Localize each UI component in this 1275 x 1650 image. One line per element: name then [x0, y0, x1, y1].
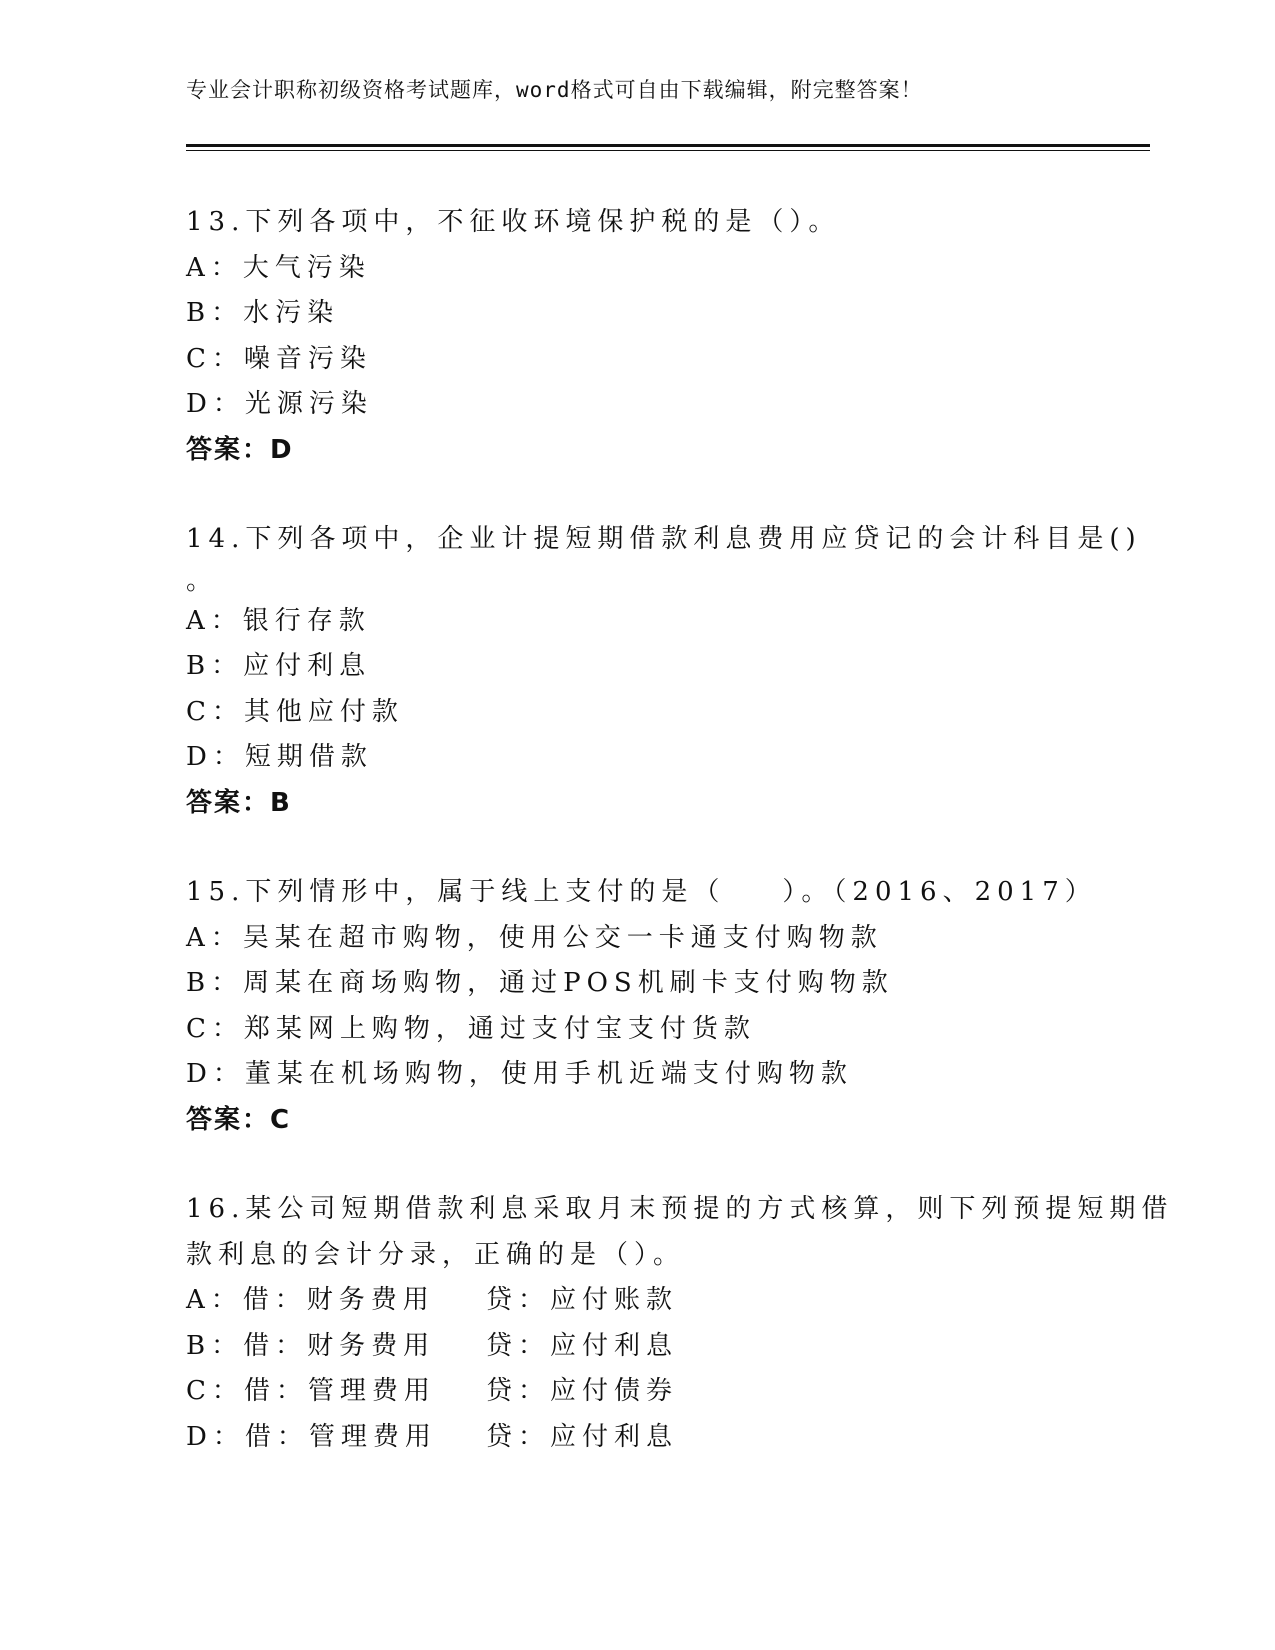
option-a: [186, 1278, 1086, 1324]
option-c: [186, 1369, 1086, 1415]
answer: 答案：B: [186, 787, 292, 818]
question-stem-continued: 。: [186, 565, 219, 596]
option-b: B：水污染: [186, 298, 340, 328]
option-c: C：郑某网上购物，通过支付宝支付货款: [186, 1013, 756, 1044]
credit-entry: 贷：应付账款: [486, 1285, 679, 1315]
answer: 答案：C: [186, 1104, 292, 1135]
question-15: [186, 870, 1097, 1143]
option-b: B：周某在商场购物，通过POS机刷卡支付购物款: [186, 968, 894, 998]
debit-entry: C：借：管理费用: [186, 1376, 436, 1406]
option-d: D：短期借款: [186, 742, 373, 772]
question-stem: 14.下列各项中，企业计提短期借款利息费用应贷记的会计科目是(): [186, 524, 1142, 554]
question-stem: 13.下列各项中，不征收环境保护税的是（）。: [186, 207, 841, 237]
question-13: [186, 200, 1086, 473]
option-a: A：银行存款: [186, 605, 371, 636]
debit-entry: A：借：财务费用: [186, 1285, 435, 1315]
page-header: 专业会计职称初级资格考试题库，word格式可自由下载编辑，附完整答案！: [186, 78, 923, 102]
credit-entry: 贷：应付利息: [486, 1421, 679, 1452]
option-d: D：董某在机场购物，使用手机近端支付购物款: [186, 1059, 853, 1089]
credit-entry: 贷：应付利息: [486, 1330, 679, 1361]
credit-entry: 贷：应付债券: [486, 1376, 679, 1406]
question-stem: 16.某公司短期借款利息采取月末预提的方式核算，则下列预提短期借: [186, 1194, 1174, 1224]
debit-entry: D：借：管理费用: [186, 1421, 437, 1452]
option-a: A：吴某在超市购物，使用公交一卡通支付购物款: [186, 922, 883, 953]
option-d: D：光源污染: [186, 389, 373, 419]
option-d: [186, 1415, 1086, 1461]
question-list: [186, 200, 1174, 1460]
option-b: B：应付利息: [186, 651, 372, 681]
debit-entry: B：借：财务费用: [186, 1330, 436, 1361]
option-c: C：其他应付款: [186, 696, 404, 727]
question-16: [186, 1187, 1174, 1460]
question-14: [186, 517, 1142, 826]
option-b: [186, 1324, 1086, 1370]
question-stem: 15.下列情形中，属于线上支付的是（ ）。（2016、2017）: [186, 877, 1097, 907]
question-stem-continued: 款利息的会计分录，正确的是（）。: [186, 1239, 686, 1270]
answer: 答案：D: [186, 434, 294, 465]
option-a: A：大气污染: [186, 252, 371, 283]
option-c: C：噪音污染: [186, 343, 372, 374]
header-divider: [186, 144, 1150, 151]
